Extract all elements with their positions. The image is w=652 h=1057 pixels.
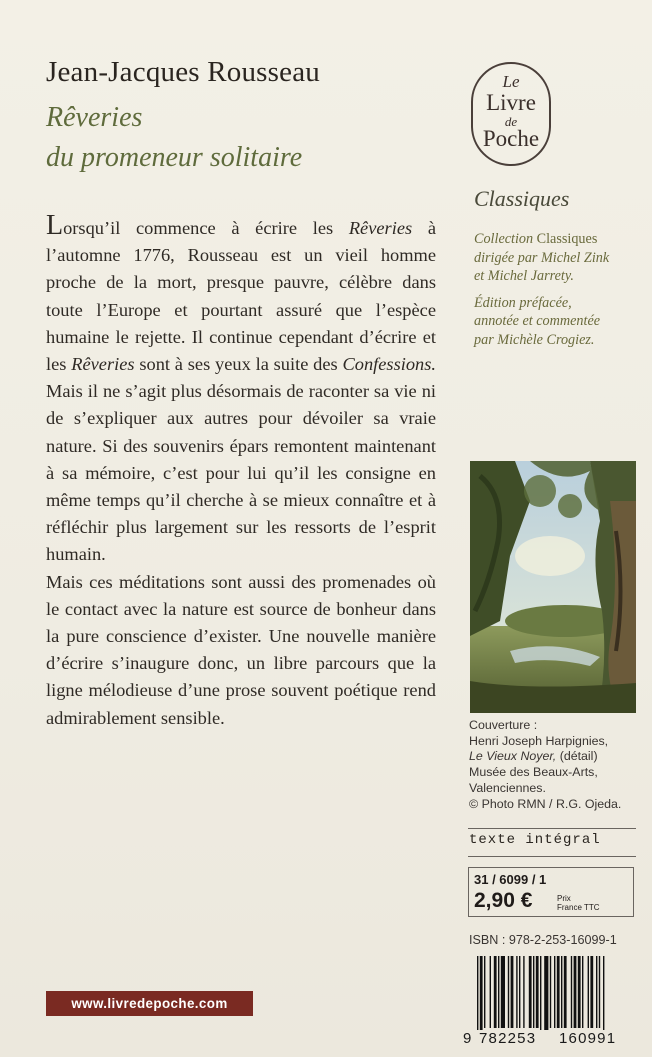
credits-line1 — [474, 230, 644, 249]
blurb-p1-a: Lorsqu’il commence à écrire les — [46, 210, 349, 241]
barcode-bar — [511, 956, 514, 1028]
barcode-bar — [480, 956, 483, 1030]
blurb-p1-title2: Rêveries — [71, 354, 135, 375]
price-box — [468, 867, 634, 917]
credits-classiques: Classiques — [536, 231, 598, 247]
caption-line3 — [469, 749, 644, 765]
barcode-bar — [540, 956, 541, 1030]
blurb-text — [46, 212, 436, 732]
caption-line1: Couverture : — [469, 718, 538, 732]
barcode-bar — [561, 956, 562, 1028]
logo-poche: Poche — [482, 126, 540, 151]
barcode-bar — [582, 956, 583, 1028]
barcode-bar — [529, 956, 532, 1028]
barcode-bar — [484, 956, 485, 1028]
barcode-bar — [508, 956, 509, 1028]
isbn-text: ISBN : 978-2-253-16099-1 — [469, 933, 617, 947]
cover-caption — [469, 718, 644, 812]
credits-line6: par Michèle Crogiez. — [474, 331, 595, 348]
barcode-bar — [544, 956, 548, 1030]
caption-line6: © Photo RMN / R.G. Ojeda. — [469, 796, 622, 811]
cover-painting — [470, 461, 636, 713]
logo-le: Le — [502, 72, 520, 91]
blurb-paragraph-1 — [46, 212, 436, 569]
blurb-paragraph-2: Mais ces méditations sont aussi des promenades où le contact avec la nature est source de bonheur dans la pure conscience d’exister. Une nouvelle manière d’écrire s’inaugure donc, un libre parcours que la ligne mélodieuse d’une prose souvent poétique rend admirablement sensible. — [46, 571, 436, 728]
barcode-bar — [578, 956, 581, 1028]
edition-credits — [474, 230, 644, 349]
barcode-bar — [574, 956, 577, 1028]
blurb-p1-confessions: Confessions. — [342, 354, 436, 375]
barcode-bar — [590, 956, 593, 1028]
blurb-p1-c: à l’automne 1776, Rousseau est un vieil homme proche de la mort, presque pauvre, célèbre dans toute l’Europe et pourtant assuré que l’espèce humaine le rejette. Il continue cependant d’écrire et les — [46, 218, 436, 375]
publisher-logo — [471, 62, 551, 166]
price-label — [557, 894, 600, 912]
barcode-bar — [477, 956, 478, 1030]
logo-livre: Livre — [486, 90, 536, 115]
caption-line2: Henri Joseph Harpignies, — [469, 733, 609, 748]
price-label-2: France TTC — [557, 903, 600, 912]
barcode-bar — [516, 956, 517, 1028]
website-link[interactable]: www.livredepoche.com — [46, 991, 253, 1016]
barcode-bar — [603, 956, 604, 1030]
price-label-1: Prix — [557, 894, 571, 903]
caption-artwork: Le Vieux Noyer, — [469, 749, 557, 764]
credits-line2: dirigée par Michel Zink — [474, 249, 610, 266]
blurb-p1-g: Mais il ne s’agit plus désormais de raconter sa vie ni de s’expliquer aux autres pour dévoiler sa vraie nature. Si des souvenirs épars remontent maintenant à sa mémoire, c’est pour lui qu’il les consigne en même temps qu’il cherche à se mieux connaître et à réfléchir plus largement sur les ressorts de l’esprit humain. — [46, 381, 436, 565]
credits-line4: Édition préfacée, — [474, 294, 572, 311]
author-name: Jean-Jacques Rousseau — [46, 56, 320, 88]
price-amount: 2,90 € — [474, 889, 533, 912]
barcode-bar — [596, 956, 597, 1028]
barcode-bar — [498, 956, 499, 1028]
barcode-bar — [588, 956, 589, 1028]
barcode — [463, 956, 637, 1054]
blurb-p1-e: sont à ses yeux la suite des — [134, 354, 343, 375]
barcode-bar — [523, 956, 524, 1028]
barcode-bar — [533, 956, 534, 1028]
barcode-bar — [501, 956, 505, 1028]
barcode-bar — [550, 956, 551, 1028]
texte-integral-label: texte intégral — [469, 832, 601, 848]
barcode-bar — [494, 956, 497, 1028]
barcode-bar — [557, 956, 560, 1028]
barcode-bar — [519, 956, 520, 1028]
barcode-bar — [490, 956, 491, 1028]
barcode-digit-first: 9 — [463, 1030, 473, 1047]
credits-line3: et Michel Jarrety. — [474, 268, 574, 284]
catalog-code: 31 / 6099 / 1 — [474, 872, 547, 887]
divider-top — [468, 828, 636, 829]
barcode-bar — [554, 956, 555, 1028]
barcode-digits-right: 160991 — [559, 1030, 617, 1047]
barcode-bar — [564, 956, 567, 1028]
caption-detail: (détail) — [556, 749, 598, 764]
book-title — [46, 98, 302, 178]
caption-line5: Valenciennes. — [469, 780, 546, 795]
book-title-line2: du promeneur solitaire — [46, 142, 303, 173]
series-name: Classiques — [474, 186, 570, 211]
caption-line4: Musée des Beaux-Arts, — [469, 765, 598, 780]
credits-collection: Collection — [474, 231, 537, 247]
book-title-line1: Rêveries — [46, 102, 143, 133]
barcode-bar — [571, 956, 572, 1028]
credits-line5: annotée et commentée — [474, 313, 601, 329]
barcode-bar — [536, 956, 539, 1028]
barcode-bars — [463, 956, 637, 1030]
divider-bottom — [468, 856, 636, 857]
barcode-digits-left: 782253 — [479, 1030, 537, 1047]
blurb-p1-title: Rêveries — [348, 218, 413, 238]
logo-de: de — [504, 114, 518, 129]
barcode-bar — [599, 956, 600, 1028]
